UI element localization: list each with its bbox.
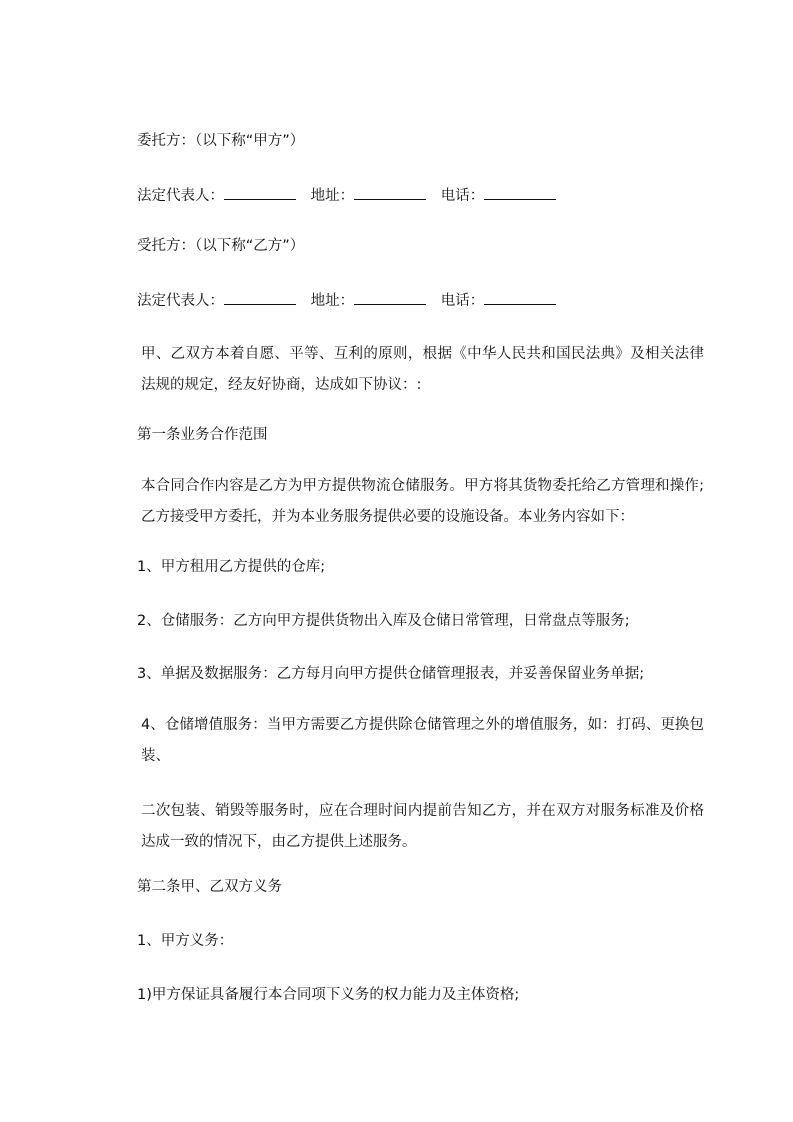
entrustor-info-line — [108, 185, 737, 206]
article1-item-1: 1、甲方租用乙方提供的仓库; — [137, 559, 326, 575]
article1-intro: 本合同合作内容是乙方为甲方提供物流仓储服务。甲方将其货物委托给乙方管理和操作;乙方接受甲方委托，并为本业务服务提供必要的设施设备。本业务内容如下： — [141, 478, 704, 525]
trustee-phone-label: 电话： — [440, 293, 485, 309]
entrustor-addr-label: 地址： — [310, 188, 355, 204]
article2-sub1-item1: 1)甲方保证具备履行本合同项下义务的权力能力及主体资格; — [137, 987, 520, 1003]
trustee-info-line — [108, 290, 737, 311]
entrustor-rep-label: 法定代表人： — [137, 188, 224, 204]
entrustor-heading: 委托方：（以下称“甲方”） — [137, 133, 305, 149]
trustee-rep-blank[interactable] — [224, 290, 296, 305]
trustee-addr-blank[interactable] — [354, 290, 426, 305]
article2-sub1: 1、甲方义务： — [137, 933, 234, 949]
article1-item-4: 4、仓储增值服务：当甲方需要乙方提供除仓储管理之外的增值服务，如：打码、更换包装、 — [141, 717, 704, 764]
article1-continuation: 二次包装、销毁等服务时，应在合理时间内提前告知乙方，并在双方对服务标准及价格达成一致的情况下，由乙方提供上述服务。 — [141, 803, 704, 850]
trustee-addr-label: 地址： — [310, 293, 355, 309]
trustee-heading: 受托方：（以下称“乙方”） — [137, 238, 305, 254]
trustee-rep-label: 法定代表人： — [137, 293, 224, 309]
article1-title: 第一条业务合作范围 — [137, 427, 268, 443]
entrustor-phone-label: 电话： — [440, 188, 485, 204]
preamble-paragraph: 甲、乙双方本着自愿、平等、互利的原则，根据《中华人民共和国民法典》及相关法律法规的规定，经友好协商，达成如下协议：: — [141, 346, 704, 393]
article1-item-2: 2、仓储服务：乙方向甲方提供货物出入库及仓储日常管理，日常盘点等服务; — [137, 613, 630, 629]
entrustor-rep-blank[interactable] — [224, 185, 296, 200]
article1-item-3: 3、单据及数据服务：乙方每月向甲方提供仓储管理报表，并妥善保留业务单据; — [137, 666, 645, 682]
trustee-phone-blank[interactable] — [484, 290, 556, 305]
entrustor-phone-blank[interactable] — [484, 185, 556, 200]
article2-title: 第二条甲、乙双方义务 — [137, 879, 282, 895]
entrustor-addr-blank[interactable] — [354, 185, 426, 200]
